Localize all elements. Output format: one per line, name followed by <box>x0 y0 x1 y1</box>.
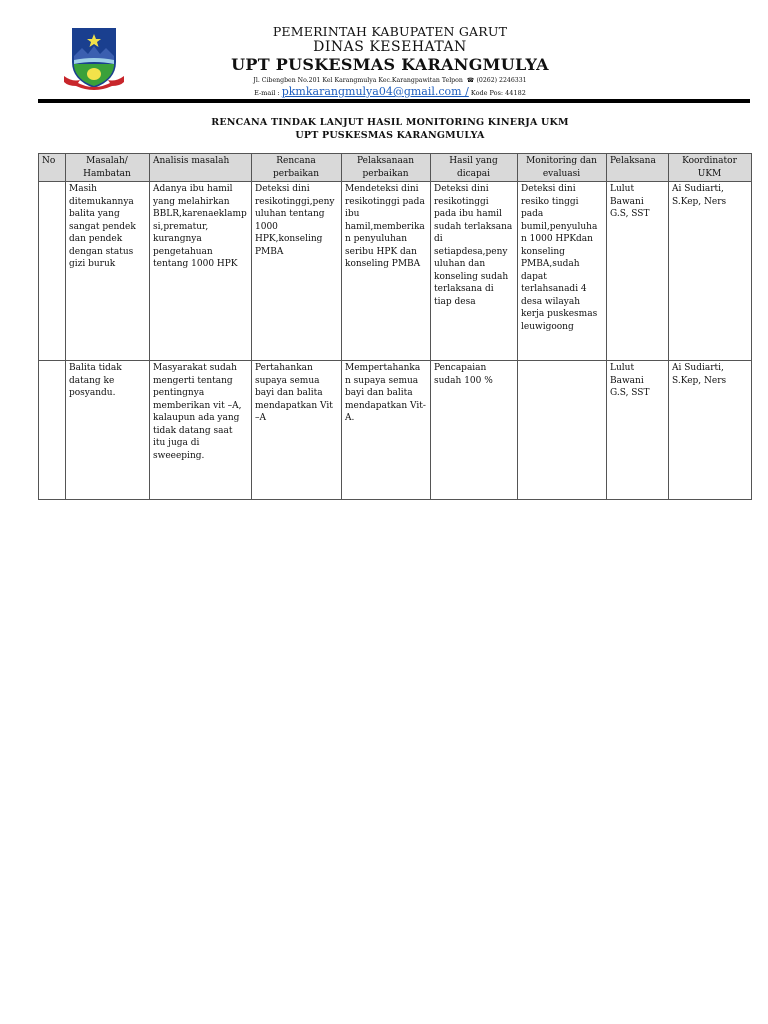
cell-rencana: Pertahankan supaya semua bayi dan balita mendapatkan Vit –A <box>252 361 342 500</box>
cell-analisis: Masyarakat sudah mengerti tentang pentingnya memberikan vit –A, kalaupun ada yang tidak datang saat itu juga di sweeeping. <box>150 361 252 500</box>
cell-pelaksanaan: Mendeteksi dini resikotinggi pada ibu hamil,memberikan penyuluhan seribu HPK dan konseling PMBA <box>342 182 431 361</box>
cell-pelaksana: Lulut Bawani G.S, SST <box>607 182 669 361</box>
table-row <box>39 182 752 361</box>
email-label: E-mail : <box>254 89 280 97</box>
cell-pelaksana: Lulut Bawani G.S, SST <box>607 361 669 500</box>
cell-rencana: Deteksi dini resikotinggi,penyuluhan tentang 1000 HPK,konseling PMBA <box>252 182 342 361</box>
cell-masalah: Masih ditemukannya balita yang sangat pendek dan pendek dengan status gizi buruk <box>66 182 150 361</box>
cell-koordinator: Ai Sudiarti, S.Kep, Ners <box>669 182 752 361</box>
postcode: Kode Pos: 44182 <box>470 89 526 97</box>
table-row <box>39 361 752 500</box>
address-text: Jl. Cibengben No.201 Kel Karangmulya Kec.Karangpawitan Telpon <box>253 77 463 84</box>
header-monev: Monitoring dan evaluasi <box>518 154 607 182</box>
header-no: No <box>39 154 66 182</box>
title-line-2: UPT PUSKESMAS KARANGMULYA <box>295 130 485 141</box>
cell-masalah: Balita tidak datang ke posyandu. <box>66 361 150 500</box>
cell-no <box>39 361 66 500</box>
header-rencana: Rencana perbaikan <box>252 154 342 182</box>
cell-no <box>39 182 66 361</box>
letterhead <box>180 24 600 99</box>
cell-analisis: Adanya ibu hamil yang melahirkan BBLR,karenaeklampsi,prematur, kurangnya pengetahuan tentang 1000 HPK <box>150 182 252 361</box>
institution-name: UPT PUSKESMAS KARANGMULYA <box>231 55 549 74</box>
government-name: PEMERINTAH KABUPATEN GARUT <box>272 24 508 39</box>
header-masalah: Masalah/ Hambatan <box>66 154 150 182</box>
header-pelaksanaan: Pelaksanaan perbaikan <box>342 154 431 182</box>
table-header-row <box>39 154 752 182</box>
cell-pelaksanaan: Mempertahankan supaya semua bayi dan balita mendapatkan Vit-A. <box>342 361 431 500</box>
cell-monev: Deteksi dini resiko tinggi pada bumil,penyuluhan 1000 HPKdan konseling PMBA,sudah dapat terlahsanadi 4 desa wilayah kerja puskesmas leuwigoong <box>518 182 607 361</box>
cell-hasil: Pencapaian sudah 100 % <box>431 361 518 500</box>
telephone-icon: ☎ <box>464 77 475 84</box>
header-pelaksana: Pelaksana <box>607 154 669 182</box>
email-link[interactable]: pkmkarangmulya04@gmail.com / <box>281 85 469 98</box>
cell-hasil: Deteksi dini resikotinggi pada ibu hamil sudah terlaksana di setiapdesa,penyuluhan dan konseling sudah terlaksana di tiap desa <box>431 182 518 361</box>
phone-number: (0262) 2246331 <box>476 77 527 84</box>
header-koordinator: Koordinator UKM <box>669 154 752 182</box>
title-line-1: RENCANA TINDAK LANJUT HASIL MONITORING KINERJA UKM <box>211 117 569 128</box>
document-title <box>180 116 600 142</box>
header-hasil: Hasil yang dicapai <box>431 154 518 182</box>
email-line <box>180 86 600 99</box>
cell-monev <box>518 361 607 500</box>
kabupaten-emblem-logo <box>62 24 126 94</box>
department-name: DINAS KESEHATAN <box>313 39 467 55</box>
header-analisis: Analisis masalah <box>150 154 252 182</box>
shield-emblem-icon <box>62 24 126 94</box>
cell-koordinator: Ai Sudiarti, S.Kep, Ners <box>669 361 752 500</box>
letterhead-divider <box>38 99 750 103</box>
monitoring-table <box>38 153 752 500</box>
